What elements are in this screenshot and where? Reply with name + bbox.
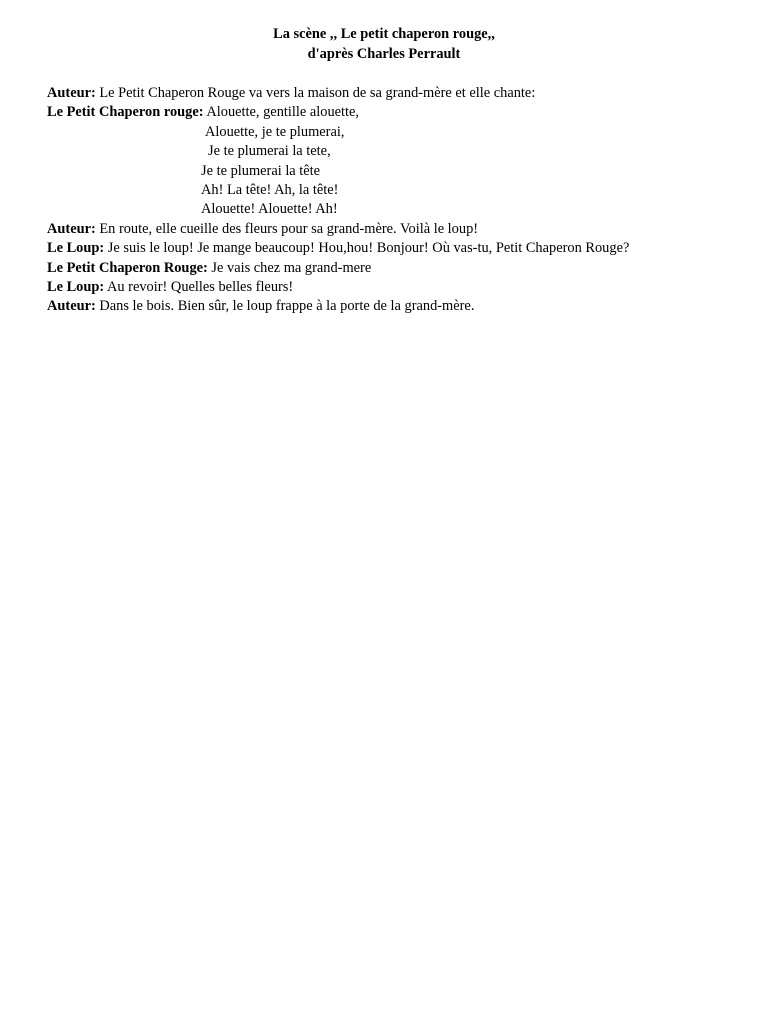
dialogue-line <box>47 220 747 239</box>
dialogue-line <box>47 239 747 258</box>
speaker-name: Le Loup: <box>47 278 105 295</box>
speaker-name: Le Loup: <box>47 240 105 257</box>
dialogue-text: Je vais chez ma grand-mere <box>207 259 372 276</box>
speaker-name: Le Petit Chaperon rouge: <box>47 104 204 121</box>
song-verse: Je te plumerai la tete, <box>208 143 331 160</box>
song-verse: Je te plumerai la tête <box>201 162 321 179</box>
dialogue-text: Au revoir! Quelles belles fleurs! <box>104 278 294 295</box>
document-subtitle: d'après Charles Perrault <box>307 46 461 62</box>
speaker-name: Le Petit Chaperon Rouge: <box>47 259 208 276</box>
speaker-name: Auteur: <box>47 220 96 237</box>
speaker-name: Auteur: <box>47 298 96 315</box>
dialogue-line <box>47 84 747 103</box>
dialogue-line <box>47 297 747 316</box>
song-verse: Alouette, je te plumerai, <box>205 123 345 140</box>
dialogue-text: En route, elle cueille des fleurs pour sa grand-mère. Voilà le loup! <box>95 220 479 237</box>
dialogue-line <box>47 278 747 297</box>
speaker-name: Auteur: <box>47 85 96 101</box>
document-title: La scène ,, Le petit chaperon rouge,, <box>273 26 495 42</box>
dialogue-text: Alouette, gentille alouette, <box>203 104 360 121</box>
dialogue-text: Je suis le loup! Je mange beaucoup! Hou,hou! Bonjour! Où vas-tu, Petit Chaperon Rouge? <box>104 240 630 257</box>
song-verse: Ah! La tête! Ah, la tête! <box>201 181 339 198</box>
dialogue-line <box>47 103 747 122</box>
dialogue-line <box>47 259 747 278</box>
song-verse: Alouette! Alouette! Ah! <box>201 201 338 218</box>
dialogue-text: Le Petit Chaperon Rouge va vers la maison de sa grand-mère et elle chante: <box>95 85 536 101</box>
dialogue-text: Dans le bois. Bien sûr, le loup frappe à la porte de la grand-mère. <box>95 298 475 315</box>
script-body <box>47 84 747 317</box>
